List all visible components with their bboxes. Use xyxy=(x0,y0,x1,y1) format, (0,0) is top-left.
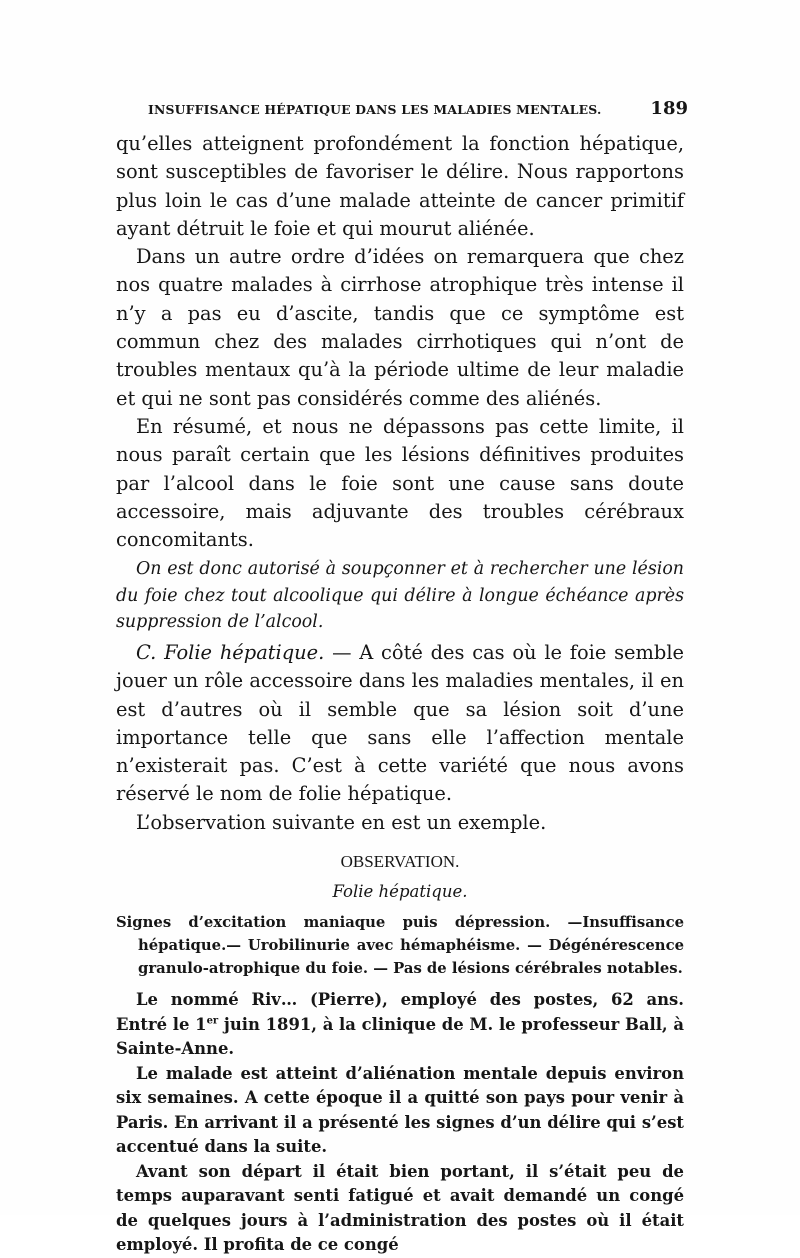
observation-subtitle: Folie hépatique. xyxy=(332,882,468,902)
paragraph-example: L’observation suivante en est un exemple. xyxy=(136,810,547,834)
ordinal-superscript: er xyxy=(206,1015,219,1027)
observation-summary: Signes d’excitation maniaque puis dépression. —Insuffisance hépatique.— Urobilinurie avec hémaphéisme. — Dégénérescence granulo-atrophique du foie. — Pas de lésions cérébrales notables. xyxy=(116,914,684,978)
observation-title: OBSERVATION. xyxy=(340,852,460,872)
case-intro xyxy=(116,988,684,1062)
section-c-paragraph xyxy=(116,639,684,809)
main-text xyxy=(116,130,684,1258)
case-before-departure: Avant son départ il était bien portant, il s’était peu de temps auparavant senti fatigué et avait demandé un congé de quelques jours à l’administration des postes où il était employé. Il profita de ce congé xyxy=(116,1161,684,1255)
case-intro-start: Le nommé Riv… (Pierre), employé des postes, 62 ans. Entré le 1 xyxy=(116,990,684,1034)
paragraph-continuation: qu’elles atteignent profondément la fonction hépatique, sont susceptibles de favoriser le délire. Nous rapportons plus loin le cas d’une malade atteinte de cancer primitif ayant détruit le foie et qui mourut aliénée. xyxy=(116,132,684,240)
case-intro-end: juin 1891, à la clinique de M. le professeur Ball, à Sainte-Anne. xyxy=(116,1014,684,1059)
paragraph-ascite: Dans un autre ordre d’idées on remarquera que chez nos quatre malades à cirrhose atrophique très intense il n’y a pas eu d’ascite, tandis que ce symptôme est commun chez des malades cirrhotiques qui n’ont de troubles mentaux qu’à la période ultime de leur maladie et qui ne sont pas considérés comme des aliénés. xyxy=(116,245,684,410)
section-c-heading: C. Folie hépatique. xyxy=(136,640,325,664)
running-head: INSUFFISANCE HÉPATIQUE DANS LES MALADIES MENTALES. xyxy=(148,102,602,117)
paragraph-resume: En résumé, et nous ne dépassons pas cette limite, il nous paraît certain que les lésions définitives produites par l’alcool dans le foie sont une cause sans doute accessoire, mais adjuvante des troubles cérébraux concomitants. xyxy=(116,414,684,552)
page-number: 189 xyxy=(650,98,688,119)
page-header xyxy=(148,98,688,122)
section-c-text: — A côté des cas où le foie semble jouer un rôle accessoire dans les maladies mentales, il en est d’autres où il semble que sa lésion soit d’une importance telle que sans elle l’affection mentale n’existerait pas. C’est à cette variété que nous avons réservé le nom de folie hépatique. xyxy=(116,640,684,806)
paragraph-conclusion-italic: On est donc autorisé à soupçonner et à rechercher une lésion du foie chez tout alcoolique qui délire à longue échéance après suppression de l’alcool. xyxy=(116,559,684,633)
case-history: Le malade est atteint d’aliénation mentale depuis environ six semaines. A cette époque il a quitté son pays pour venir à Paris. En arrivant il a présenté les signes d’un délire qui s’est accentué dans la suite. xyxy=(116,1063,684,1157)
